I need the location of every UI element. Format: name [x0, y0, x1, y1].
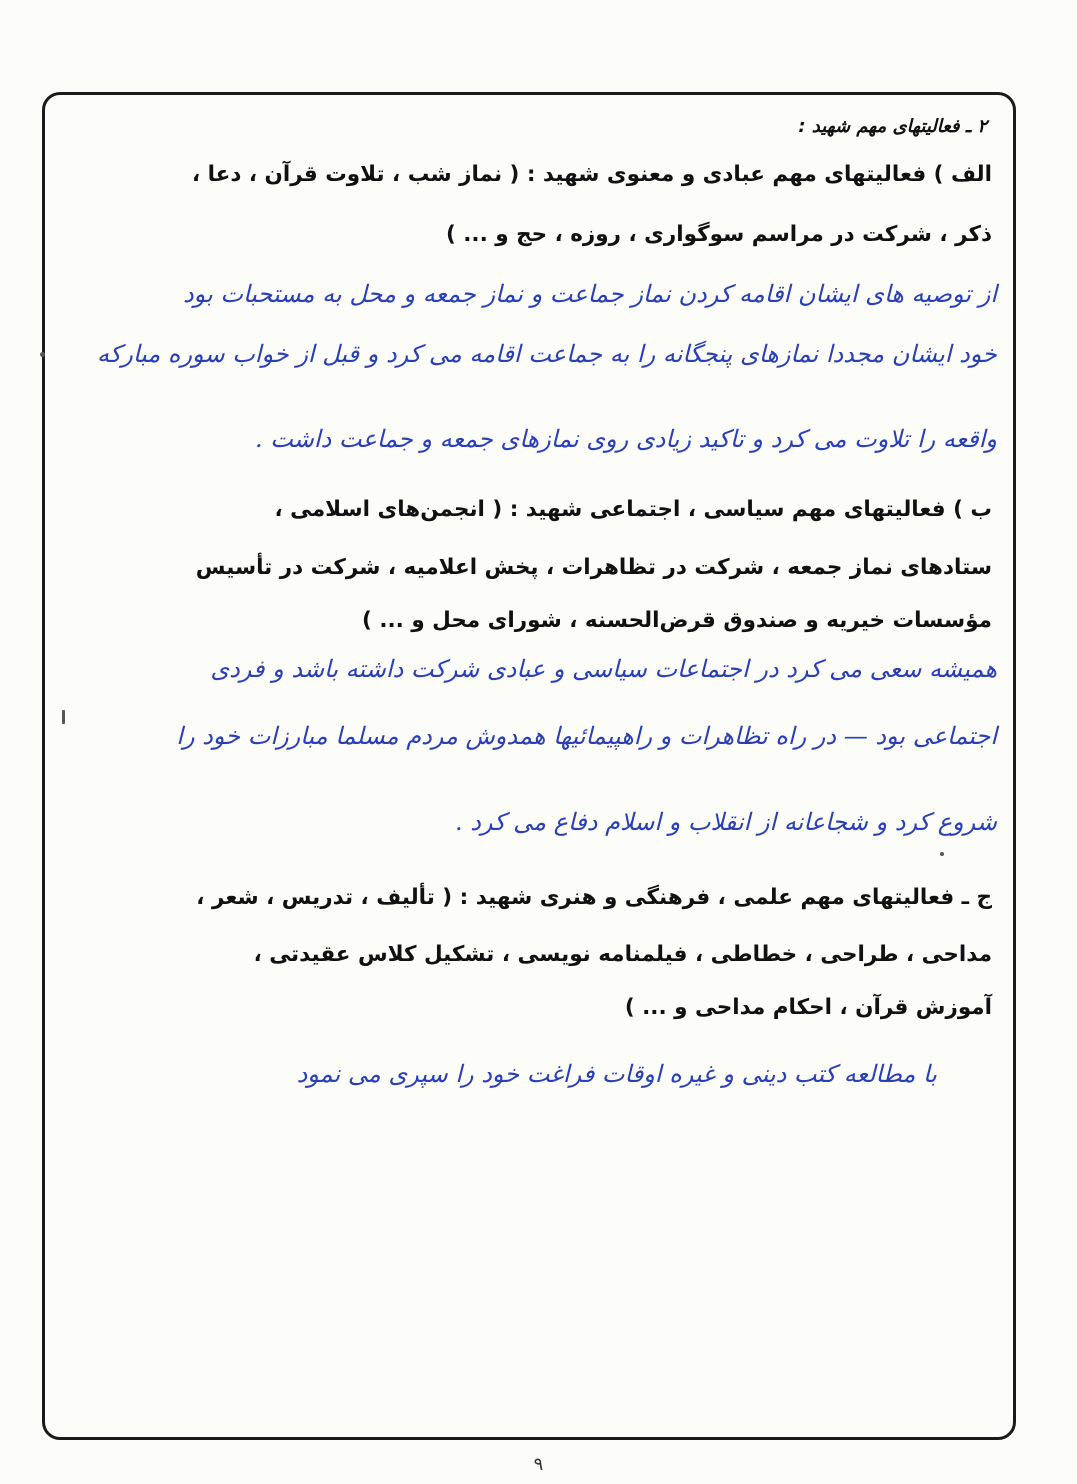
section-b-printed-line-1: ب ) فعالیتهای مهم سیاسی ، اجتماعی شهید : ( انجمن‌های اسلامی ، [274, 497, 992, 522]
section-b-handwritten-line-3: شروع کرد و شجاعانه از انقلاب و اسلام دفاع می کرد . [454, 808, 997, 836]
section-a-handwritten-line-2: خود ایشان مجددا نمازهای پنجگانه را به جماعت اقامه می کرد و قبل از خواب سوره مبارکه [96, 340, 997, 368]
section-a-handwritten-line-3: واقعه را تلاوت می کرد و تاکید زیادی روی نمازهای جمعه و جماعت داشت . [254, 425, 997, 453]
section-c-printed-line-2: مداحی ، طراحی ، خطاطی ، فیلمنامه نویسی ، تشکیل کلاس عقیدتی ، [253, 942, 992, 967]
section-a-printed-line-1: الف ) فعالیتهای مهم عبادی و معنوی شهید : ( نماز شب ، تلاوت قرآن ، دعا ، [191, 162, 992, 187]
section-c-printed-line-1: ج ـ فعالیتهای مهم علمی ، فرهنگی و هنری شهید : ( تألیف ، تدریس ، شعر ، [196, 885, 992, 910]
stray-mark [940, 852, 944, 856]
stray-mark [40, 352, 45, 357]
section-b-handwritten-line-1: همیشه سعی می کرد در اجتماعات سیاسی و عبادی شرکت داشته باشد و فردی [210, 655, 997, 683]
section-a-printed-line-2: ذکر ، شرکت در مراسم سوگواری ، روزه ، حج و ... ) [445, 222, 992, 247]
section-b-printed-line-2: ستادهای نماز جمعه ، شرکت در تظاهرات ، پخش اعلامیه ، شرکت در تأسیس [195, 555, 992, 580]
stray-mark [62, 710, 65, 724]
section-c-printed-line-3: آموزش قرآن ، احکام مداحی و ... ) [624, 995, 992, 1020]
section-c-handwritten-line-1: با مطالعه کتب دینی و غیره اوقات فراغت خود را سپری می نمود [296, 1060, 937, 1088]
section-b-handwritten-line-2: اجتماعی بود — در راه تظاهرات و راهپیمائیها همدوش مردم مسلما مبارزات خود را [176, 722, 997, 750]
section-heading: ۲ ـ فعالیتهای مهم شهید : [798, 116, 987, 137]
page-number: ۹ [533, 1454, 544, 1475]
section-b-printed-line-3: مؤسسات خیریه و صندوق قرض‌الحسنه ، شورای محل و ... ) [362, 608, 992, 633]
section-a-handwritten-line-1: از توصیه های ایشان اقامه کردن نماز جماعت و نماز جمعه و محل به مستحبات بود [182, 280, 997, 308]
